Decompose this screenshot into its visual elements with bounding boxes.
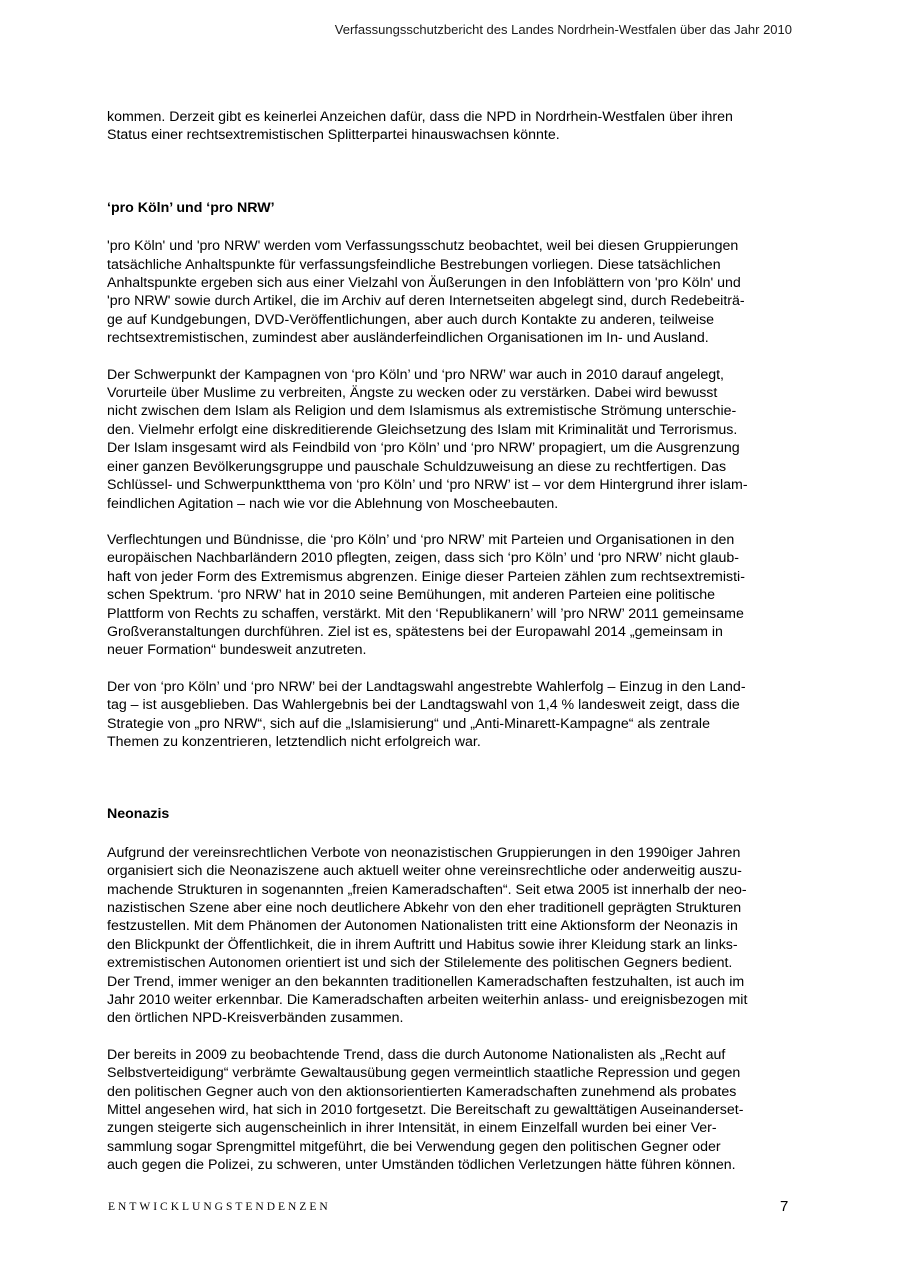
- text-line: machende Strukturen in sogenannten „freien Kameradschaften“. Seit etwa 2005 ist innerhalb der neo-: [107, 881, 747, 898]
- text-line: Anhaltspunkte ergeben sich aus einer Vielzahl von Äußerungen in den Infoblättern von 'pro Köln' und: [107, 275, 741, 292]
- text-line: einer ganzen Bevölkerungsgruppe und pauschale Schuldzuweisung an diese zu rechtfertigen. Das: [107, 458, 727, 475]
- neonazis-paragraph-2: [107, 1046, 797, 1175]
- text-line: den Blickpunkt der Öffentlichkeit, die in ihrem Auftritt und Habitus sowie ihrer Kleidung stark an links-: [107, 936, 738, 953]
- text-line: Selbstverteidigung“ verbrämte Gewaltausübung gegen vermeintlich staatliche Repression und gegen: [107, 1065, 741, 1082]
- text-line: auch gegen die Polizei, zu schweren, unter Umständen tödlichen Verletzungen hätte führen können.: [107, 1157, 736, 1174]
- text-line: Schlüssel- und Schwerpunktthema von ‘pro Köln’ und ‘pro NRW’ ist – vor dem Hintergrund ihrer islam-: [107, 477, 748, 494]
- text-line: Jahr 2010 weiter erkennbar. Die Kameradschaften arbeiten weiterhin anlass- und ereignisbezogen mit: [107, 992, 748, 1009]
- text-line: europäischen Nachbarländern 2010 pflegten, zeigen, dass sich ‘pro Köln’ und ‘pro NRW’ nicht glaub-: [107, 550, 739, 567]
- footer-chapter: ENTWICKLUNGSTENDENZEN: [108, 1201, 331, 1213]
- text-line: tag – ist ausgeblieben. Das Wahlergebnis bei der Landtagswahl von 1,4 % landesweit zeigt, dass die: [107, 697, 740, 714]
- text-line: Aufgrund der vereinsrechtlichen Verbote von neonazistischen Gruppierungen in den 1990iger Jahren: [107, 844, 741, 861]
- text-line: 'pro Köln' und 'pro NRW' werden vom Verfassungsschutz beobachtet, weil bei diesen Gruppierungen: [107, 238, 739, 255]
- neonazis-paragraph-1: [107, 844, 797, 1028]
- text-line: schen Spektrum. ‘pro NRW’ hat in 2010 seine Bemühungen, mit anderen Parteien eine politische: [107, 587, 716, 604]
- text-line: Der Islam insgesamt wird als Feindbild von ‘pro Köln’ und ‘pro NRW’ propagiert, um die Ausgrenzung: [107, 440, 740, 457]
- text-line: Plattform von Rechts zu schaffen, verstärkt. Mit den ‘Republikanern’ will ’pro NRW’ 2011 gemeinsame: [107, 605, 744, 622]
- text-line: nicht zwischen dem Islam als Religion und dem Islamismus als extremistische Strömung unterschie-: [107, 403, 737, 420]
- intro-paragraph: [107, 108, 797, 145]
- text-line: tatsächliche Anhaltspunkte für verfassungsfeindliche Bestrebungen vorliegen. Diese tatsächlichen: [107, 256, 721, 273]
- text-line: den. Vielmehr erfolgt eine diskreditierende Gleichsetzung des Islam mit Kriminalität und Terrorismus.: [107, 421, 738, 438]
- text-line: Strategie von „pro NRW“, sich auf die „Islamisierung“ und „Anti-Minarett-Kampagne“ als zentrale: [107, 715, 710, 732]
- text-line: Der von ‘pro Köln’ und ‘pro NRW’ bei der Landtagswahl angestrebte Wahlerfolg – Einzug in den Land-: [107, 678, 746, 695]
- text-line: Der Trend, immer weniger an den bekannten traditionellen Kameradschaften festzuhalten, ist auch im: [107, 973, 745, 990]
- text-line: Verflechtungen und Bündnisse, die ‘pro Köln’ und ‘pro NRW’ mit Parteien und Organisationen in den: [107, 531, 735, 548]
- text-line: nazistischen Szene aber eine noch deutlichere Abkehr von den eher traditionell geprägten Strukturen: [107, 900, 742, 916]
- section-heading-pro: ‘pro Köln’ und ‘pro NRW’: [107, 199, 275, 216]
- text-line: festzustellen. Mit dem Phänomen der Autonomen Nationalisten tritt eine Aktionsform der Neonazis in: [107, 918, 738, 935]
- text-line: Mittel angesehen wird, hat sich in 2010 fortgesetzt. Die Bereitschaft zu gewalttätigen Auseinanderset-: [107, 1102, 744, 1119]
- text-line: Status einer rechtsextremistischen Splitterpartei hinauswachsen könnte.: [107, 127, 560, 144]
- text-line: haft von jeder Form des Extremismus abgrenzen. Einige dieser Parteien zählen zum rechtsextremisti-: [107, 568, 745, 585]
- text-line: ge auf Kundgebungen, DVD-Veröffentlichungen, aber auch durch Kontakte zu anderen, teilweise: [107, 311, 715, 328]
- pro-paragraph-1: [107, 237, 797, 347]
- text-line: Der bereits in 2009 zu beobachtende Trend, dass die durch Autonome Nationalisten als „Recht auf: [107, 1046, 726, 1063]
- text-line: neuer Formation“ bundesweit anzutreten.: [107, 642, 367, 659]
- text-line: Der Schwerpunkt der Kampagnen von ‘pro Köln’ und ‘pro NRW’ war auch in 2010 darauf angelegt,: [107, 366, 724, 383]
- text-line: Großveranstaltungen durchführen. Ziel ist es, spätestens bei der Europawahl 2014 „gemeinsam in: [107, 623, 723, 640]
- text-line: Themen zu konzentrieren, letztendlich nicht erfolgreich war.: [107, 733, 481, 750]
- text-line: den örtlichen NPD-Kreisverbänden zusammen.: [107, 1010, 404, 1027]
- pro-paragraph-2: [107, 366, 797, 513]
- section-heading-neonazis: Neonazis: [107, 806, 170, 823]
- page-number: 7: [780, 1198, 789, 1215]
- text-line: den politischen Gegner auch von den aktionsorientierten Kameradschaften zunehmend als probates: [107, 1083, 737, 1100]
- pro-paragraph-3: [107, 531, 797, 660]
- pro-paragraph-4: [107, 678, 797, 752]
- running-header: Verfassungsschutzbericht des Landes Nordrhein-Westfalen über das Jahr 2010: [334, 22, 792, 37]
- text-line: zungen steigerte sich augenscheinlich in ihrer Intensität, in einem Einzelfall wurden bei einer Ver-: [107, 1120, 717, 1137]
- text-line: organisiert sich die Neonaziszene auch aktuell weiter ohne vereinsrechtliche oder anderweitig auszu-: [107, 863, 742, 880]
- text-line: kommen. Derzeit gibt es keinerlei Anzeichen dafür, dass die NPD in Nordrhein-Westfalen über ihren: [107, 109, 733, 125]
- text-line: Vorurteile über Muslime zu verbreiten, Ängste zu wecken oder zu verstärken. Dabei wird bewusst: [107, 385, 718, 402]
- text-line: sammlung sogar Sprengmittel mitgeführt, die bei Verwendung gegen den politischen Gegner oder: [107, 1138, 721, 1155]
- text-line: rechtsextremistischen, zumindest aber ausländerfeindlichen Organisationen im In- und Ausland.: [107, 330, 709, 347]
- page-body: [107, 108, 797, 1175]
- text-line: feindlichen Agitation – nach wie vor die Ablehnung von Moscheebauten.: [107, 495, 559, 512]
- text-line: 'pro NRW' sowie durch Artikel, die im Archiv auf deren Internetseiten abgelegt sind, durch Redebeiträ-: [107, 293, 745, 310]
- text-line: extremistischen Autonomen orientiert ist und sich der Stilelemente des politischen Gegners bedient.: [107, 955, 733, 972]
